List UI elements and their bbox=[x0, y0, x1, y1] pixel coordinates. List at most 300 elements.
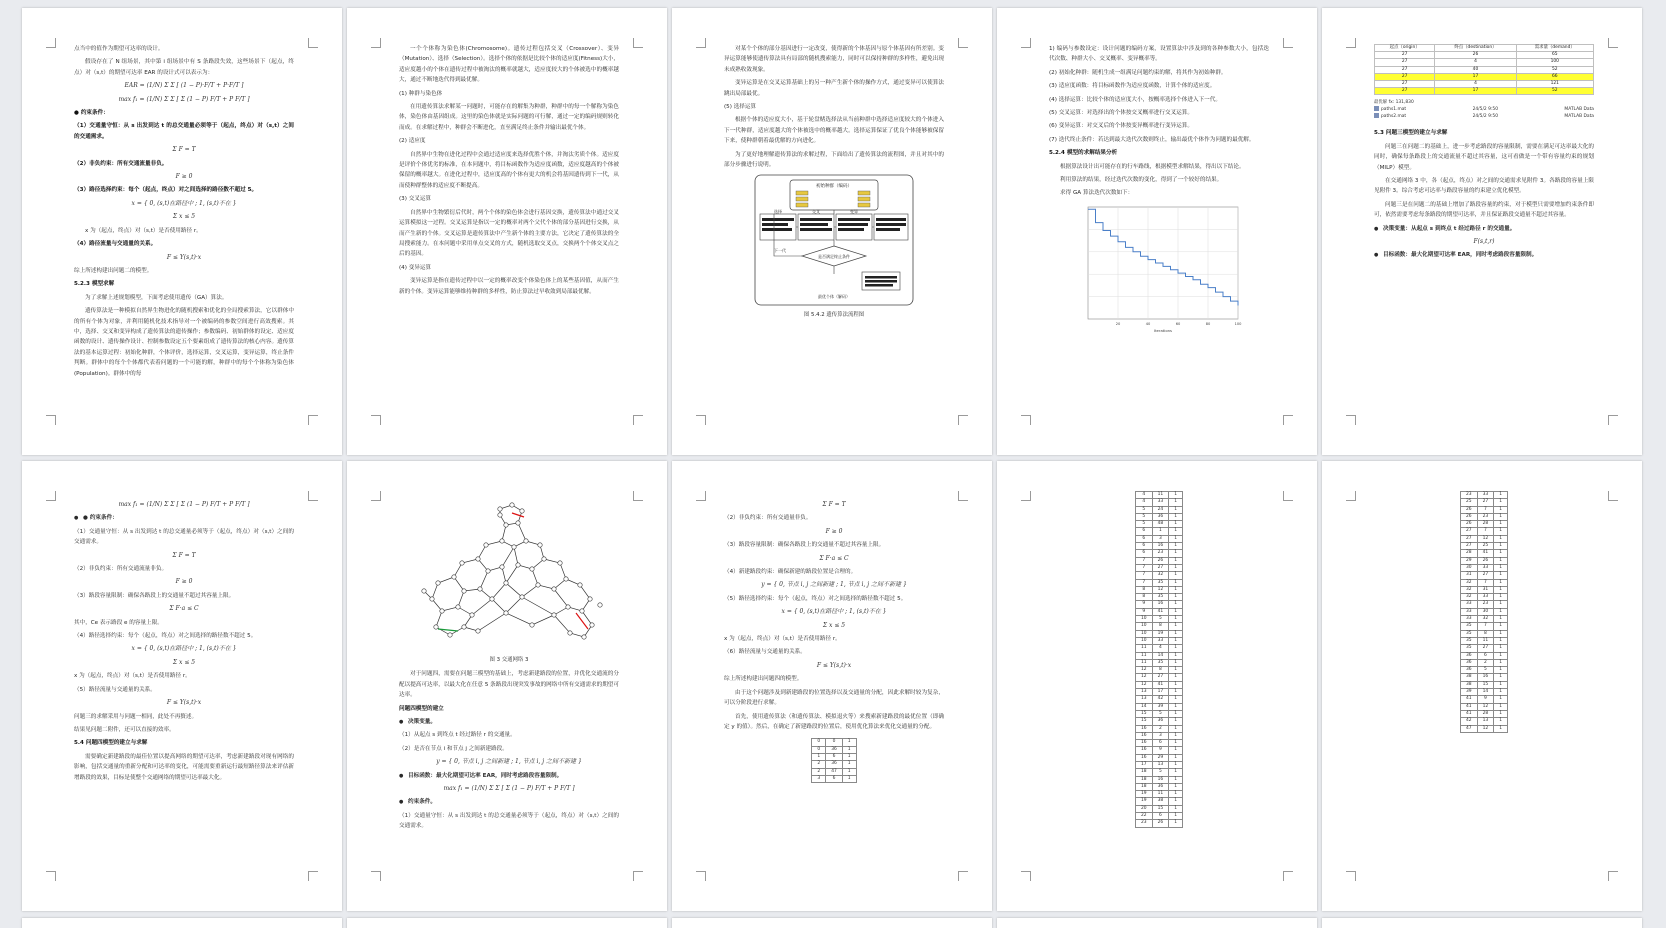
table-cell: 1 bbox=[1494, 659, 1508, 666]
crop-mark bbox=[633, 491, 643, 501]
spreadsheet-cell: 27 bbox=[1375, 66, 1435, 73]
section-heading: 5.2.4 模型的求解结果分析 bbox=[1049, 150, 1118, 157]
paragraph: 由于这个问题涉及到新建路段的位置选择以及交通量的分配，因此求解时较为复杂，可以分阶段进行求解。 bbox=[724, 689, 944, 707]
table-cell: 11 bbox=[1136, 645, 1153, 652]
table-cell: 35 bbox=[1461, 645, 1478, 652]
table-cell: 16 bbox=[1152, 543, 1169, 550]
bullet-item: ● 决策变量：从起点 s 到终点 t 经过路径 r 的交通量。 bbox=[1374, 224, 1594, 234]
equation: y = { 0, 节点 i, j 之间新建 ; 1, 节点 i, j 之间不新建 } bbox=[761, 581, 907, 589]
table-row bbox=[1461, 710, 1508, 717]
table-cell: 7 bbox=[1136, 572, 1153, 579]
flowchart-init-label: 初始种群（编码） bbox=[816, 184, 852, 190]
table-cell: 6 bbox=[1136, 528, 1153, 535]
paragraph: 需要确定新建路段的最佳位置以提高网络的期望可达率，考虑新建路段对现有网络的影响，包括交通量的重新分配和可达率的变化，可能需要重新运行最短路径算法来评估新增路段的效果，目标是使整个交通网络的期望可达率最大化。 bbox=[74, 753, 294, 781]
table-cell: 1 bbox=[1169, 521, 1183, 528]
document-page-5 bbox=[1322, 8, 1642, 455]
table-cell: 1 bbox=[1494, 528, 1508, 535]
spreadsheet-cell: 66 bbox=[1516, 73, 1593, 80]
figure-caption: 图 3 交通网络 3 bbox=[489, 657, 529, 663]
constraint-heading: ● 约束条件： bbox=[74, 110, 109, 117]
bullet-item: ● 约束条件。 bbox=[399, 797, 619, 807]
table-cell: 27 bbox=[1477, 499, 1494, 506]
table-cell: 36 bbox=[1152, 783, 1169, 790]
equation: x = { 0, (s,t)在路径中 ; 1, (s,t)不在 } bbox=[131, 199, 237, 207]
subsection-heading: (1) 种群与染色体 bbox=[399, 90, 443, 97]
table-cell: 1 bbox=[1169, 703, 1183, 710]
table-cell: 36 bbox=[826, 761, 843, 768]
paragraph: 问题三的求解采用与问题一相同，此处不再赘述。 bbox=[74, 713, 198, 720]
paragraph: 对于问题四，需要在问题三模型的基础上，考虑新建路段的位置，并优化交通流的分配以提高可达率，以最大化在任意 5 条路段出现突发事故的网络中所有交通需求的期望可达率。 bbox=[399, 671, 619, 699]
spreadsheet-row bbox=[1375, 66, 1594, 73]
table-cell: 26 bbox=[1152, 820, 1169, 827]
table-cell: 26 bbox=[1461, 513, 1478, 520]
table-row bbox=[1136, 528, 1183, 535]
table-cell: 13 bbox=[1477, 718, 1494, 725]
table-cell: 1 bbox=[1169, 725, 1183, 732]
table-cell: 19 bbox=[1136, 798, 1153, 805]
table-row bbox=[1461, 630, 1508, 637]
table-cell: 33 bbox=[1152, 499, 1169, 506]
chart-x-tick-label: 100 bbox=[1234, 321, 1242, 326]
spreadsheet-cell: 52 bbox=[1516, 88, 1593, 95]
table-row bbox=[812, 761, 856, 768]
table-cell: 27 bbox=[1477, 645, 1494, 652]
table-cell: 19 bbox=[1136, 791, 1153, 798]
table-cell: 1 bbox=[1169, 572, 1183, 579]
section-heading: 5.4 问题四模型的建立与求解 bbox=[74, 740, 148, 747]
table-cell: 1 bbox=[1152, 528, 1169, 535]
table-cell: 35 bbox=[1461, 637, 1478, 644]
section-heading: 5.2.3 模型求解 bbox=[74, 281, 115, 288]
table-row bbox=[1461, 572, 1508, 579]
file-type: MATLAB Data bbox=[1564, 107, 1594, 113]
table-row bbox=[1136, 776, 1183, 783]
table-cell: 1 bbox=[1169, 710, 1183, 717]
table-cell: 9 bbox=[1136, 608, 1153, 615]
table-cell: 1 bbox=[1169, 740, 1183, 747]
result-caption: 最优解 fx: 131,830 bbox=[1374, 100, 1414, 106]
table-row bbox=[1136, 506, 1183, 513]
paragraph: 综上所述构建出问题四的模型。 bbox=[724, 676, 803, 683]
table-cell: 27 bbox=[1152, 674, 1169, 681]
table-row bbox=[1136, 586, 1183, 593]
table-cell: 6 bbox=[1136, 535, 1153, 542]
file-name: paths2.mat bbox=[1381, 114, 1407, 120]
crop-mark bbox=[696, 38, 706, 48]
equation: Σ x ≤ 5 bbox=[172, 658, 196, 666]
table-cell: 12 bbox=[1152, 586, 1169, 593]
result-table bbox=[1135, 491, 1183, 828]
table-cell: 1 bbox=[1494, 608, 1508, 615]
table-cell: 30 bbox=[1477, 608, 1494, 615]
crop-mark bbox=[308, 491, 318, 501]
subsection-heading: (3) 交叉运算 bbox=[399, 196, 432, 203]
flowchart-decision-label: 是否满足终止条件 bbox=[818, 254, 850, 260]
table-row bbox=[1136, 740, 1183, 747]
crop-mark bbox=[1608, 871, 1618, 881]
table-cell: 1 bbox=[1494, 645, 1508, 652]
table-cell: 32 bbox=[1477, 616, 1494, 623]
paragraph: 为了更好地理解遗传算法的求解过程，下面给出了遗传算法的流程图，并且对其中的部分步骤进行说明。 bbox=[724, 151, 944, 169]
table-cell: 47 bbox=[826, 768, 843, 775]
traffic-network-figure bbox=[414, 501, 604, 651]
table-cell: 7 bbox=[1477, 528, 1494, 535]
table-cell: 7 bbox=[1136, 564, 1153, 571]
table-cell: 1 bbox=[1494, 652, 1508, 659]
constraint-item: （3）路径选择约束：每个（起点，终点）对之间选择的路径数不超过 5。 bbox=[74, 187, 258, 194]
paragraph: 利用算法的结果，经过迭代次数的变化，得到了一个较好的结果。 bbox=[1060, 177, 1223, 184]
table-cell: 5 bbox=[1136, 513, 1153, 520]
spreadsheet-screenshot bbox=[1374, 44, 1594, 95]
crop-mark bbox=[46, 491, 56, 501]
table-cell: 1 bbox=[1169, 805, 1183, 812]
crop-mark bbox=[633, 415, 643, 425]
paragraph: 在用遗传算法求解某一问题时，可能存在的解集为种群，种群中的每一个解称为染色体，染色体由基因组成。这里的染色体就是实际问题的可行解，通过一定的编码规则转化而成。在求解过程中，种群会不断进化，直至满足终止条件并输出最优个体。 bbox=[399, 104, 619, 131]
table-cell: 7 bbox=[1136, 579, 1153, 586]
table-cell: 1 bbox=[1169, 608, 1183, 615]
table-row bbox=[1136, 718, 1183, 725]
page-body bbox=[1374, 44, 1594, 419]
table-cell: 42 bbox=[1152, 696, 1169, 703]
table-cell: 8 bbox=[1136, 594, 1153, 601]
table-cell: 1 bbox=[1169, 747, 1183, 754]
table-row bbox=[1461, 543, 1508, 550]
table-row bbox=[1136, 791, 1183, 798]
table-cell: 1 bbox=[1169, 637, 1183, 644]
constraint-item: （3）路段容量限制：确保各路段上的交通量不超过其容量上限。 bbox=[74, 592, 235, 599]
table-cell: 35 bbox=[1152, 594, 1169, 601]
table-row bbox=[1461, 506, 1508, 513]
crop-mark bbox=[1021, 491, 1031, 501]
document-page-15 bbox=[1322, 918, 1642, 928]
paragraph: 对某个个体的部分基因进行一定改变，使得新的个体基因与原个体基因有所差别。变异运算能够使遗传算法具有局部的随机搜索能力，同时可以保持种群的多样性，避免出现未成熟收敛现象。 bbox=[724, 46, 944, 73]
list-item: (2) 初始化种群：随机生成一组满足问题约束的解，将其作为初始种群。 bbox=[1049, 69, 1227, 76]
table-cell: 20 bbox=[1136, 805, 1153, 812]
chart-x-axis-label: Iterations bbox=[1153, 327, 1173, 333]
table-cell: 0 bbox=[812, 746, 826, 753]
table-cell: 4 bbox=[1136, 492, 1153, 499]
crop-mark bbox=[958, 38, 968, 48]
paragraph: 根据个体的适应度大小，基于轮盘赌选择法从当前种群中选择适应度较大的个体进入下一代种群，适应度越大的个体被选中的概率越大。选择运算保证了优良个体能够被保留下来，使种群朝着最优解的方向进化。 bbox=[724, 117, 944, 145]
table-cell: 1 bbox=[1169, 645, 1183, 652]
table-cell: 4 bbox=[1136, 499, 1153, 506]
table-row bbox=[1136, 492, 1183, 499]
paragraph: 自然界中生物在进化过程中会通过适应度来选择优胜个体，并淘汰劣质个体。适应度是评价个体优劣的标准，在本问题中，将目标函数作为适应度函数，适应度越高的个体被保留的概率越大。在进化过程中，适应度高的个体有更大的机会将基因遗传到下一代，从而使种群整体的适应度不断提高。 bbox=[399, 151, 619, 189]
table-cell: 12 bbox=[1136, 667, 1153, 674]
flowchart-crossover-label: 交叉 bbox=[812, 209, 820, 215]
constraint-item: （2）非负约束：所有交通流量非负。 bbox=[74, 566, 168, 573]
table-row bbox=[1461, 521, 1508, 528]
table-row bbox=[1461, 601, 1508, 608]
table-cell: 1 bbox=[1494, 543, 1508, 550]
spreadsheet-row bbox=[1375, 81, 1594, 88]
table-cell: 16 bbox=[1152, 601, 1169, 608]
table-row bbox=[1136, 805, 1183, 812]
table-cell: 31 bbox=[1461, 572, 1478, 579]
table-cell: 10 bbox=[1136, 637, 1153, 644]
table-cell: 33 bbox=[1461, 616, 1478, 623]
file-type: MATLAB Data bbox=[1564, 114, 1594, 120]
crop-mark bbox=[1346, 491, 1356, 501]
table-cell: 36 bbox=[1461, 652, 1478, 659]
table-cell: 24 bbox=[1152, 506, 1169, 513]
subsection-heading: (4) 变异运算 bbox=[399, 264, 432, 271]
table-cell: 36 bbox=[826, 746, 843, 753]
table-cell: 1 bbox=[1169, 499, 1183, 506]
list-item: (4) 选择运算：比较个体的适应度大小，按概率选择个体进入下一代。 bbox=[1049, 96, 1221, 103]
table-cell: 1 bbox=[1169, 586, 1183, 593]
table-row bbox=[1461, 667, 1508, 674]
crop-mark bbox=[46, 415, 56, 425]
page-body bbox=[1374, 491, 1594, 875]
table-cell: 1 bbox=[1169, 761, 1183, 768]
table-cell: 6 bbox=[1152, 740, 1169, 747]
table-cell: 16 bbox=[1136, 754, 1153, 761]
table-row bbox=[1136, 594, 1183, 601]
table-cell: 1 bbox=[1494, 689, 1508, 696]
table-row bbox=[1461, 659, 1508, 666]
table-row bbox=[1136, 616, 1183, 623]
table-cell: 1 bbox=[1169, 528, 1183, 535]
table-row bbox=[1136, 608, 1183, 615]
equation: Σ F = T bbox=[822, 501, 846, 508]
flowchart-next-gen-label: 下一代 bbox=[774, 248, 786, 254]
table-cell: 8 bbox=[1136, 586, 1153, 593]
page-body bbox=[1049, 491, 1269, 875]
table-cell: 6 bbox=[826, 753, 843, 760]
constraint-item: （4）路径选择约束：每个（起点，终点）对之间选择的路径数不超过 5。 bbox=[74, 633, 257, 640]
table-row bbox=[1461, 725, 1508, 732]
table-row bbox=[1461, 594, 1508, 601]
table-cell: 17 bbox=[1136, 761, 1153, 768]
table-cell: 30 bbox=[1461, 564, 1478, 571]
table-cell: 1 bbox=[1494, 492, 1508, 499]
page-body bbox=[724, 497, 944, 875]
paragraph: 自然界中生物繁衍后代时，两个个体的染色体会进行基因交换，遗传算法中通过交叉运算模拟这一过程。交叉运算是指以一定的概率对两个父代个体的部分基因进行交换，从而产生新的个体。交叉运算是遗传算法中产生新个体的主要方法，它决定了遗传算法的全局搜索能力。在本问题中采用单点交叉的方式，随机选取交叉点，交换两个个体交叉点之后的基因。 bbox=[399, 209, 619, 258]
file-date: 24/5/2 9:50 bbox=[1472, 114, 1498, 120]
table-row bbox=[1136, 761, 1183, 768]
table-cell: 41 bbox=[1477, 550, 1494, 557]
file-name: paths1.mat bbox=[1381, 107, 1407, 113]
table-cell: 9 bbox=[1136, 601, 1153, 608]
table-cell: 1 bbox=[1494, 601, 1508, 608]
document-page-8 bbox=[672, 461, 992, 911]
table-cell: 1 bbox=[1169, 689, 1183, 696]
table-cell: 2 bbox=[1152, 725, 1169, 732]
table-row bbox=[1136, 652, 1183, 659]
file-row[interactable] bbox=[1374, 106, 1594, 113]
table-cell: 13 bbox=[1152, 761, 1169, 768]
table-cell: 1 bbox=[1494, 623, 1508, 630]
spreadsheet-cell: 27 bbox=[1375, 73, 1435, 80]
equation: EAR = (1/N) Σ Σ [ (1 − P)·F/T + P·F/T ] bbox=[124, 82, 244, 90]
table-cell: 1 bbox=[1169, 769, 1183, 776]
table-cell: 25 bbox=[1477, 543, 1494, 550]
file-list bbox=[1374, 99, 1594, 120]
file-row[interactable] bbox=[1374, 113, 1594, 120]
table-cell: 10 bbox=[1136, 623, 1153, 630]
table-cell: 1 bbox=[1169, 579, 1183, 586]
table-cell: 9 bbox=[1152, 747, 1169, 754]
table-cell: 14 bbox=[1152, 652, 1169, 659]
table-cell: 6 bbox=[1152, 813, 1169, 820]
table-cell: 1 bbox=[1169, 798, 1183, 805]
crop-mark bbox=[1021, 38, 1031, 48]
table-cell: 4 bbox=[1152, 645, 1169, 652]
subsection-heading: (2) 适应度 bbox=[399, 138, 426, 145]
paragraph: 根据算法设计出可能存在的行车路线，根据模型求解结果，得出以下结论。 bbox=[1060, 163, 1245, 170]
table-cell: 38 bbox=[1152, 798, 1169, 805]
paragraph: 结果见问题二附件，还可以直接的效率。 bbox=[74, 726, 175, 733]
table-cell: 23 bbox=[1152, 550, 1169, 557]
equation: max f₁ = (1/N) Σ Σ [ Σ (1 − P) F/T + P F/T ] bbox=[118, 501, 250, 508]
crop-mark bbox=[371, 491, 381, 501]
table-row bbox=[812, 739, 856, 746]
equation: max f₁ = (1/N) Σ Σ [ Σ (1 − P) F/T + P F/T ] bbox=[118, 95, 250, 103]
spreadsheet-cell: 27 bbox=[1375, 59, 1435, 66]
list-item: (7) 迭代终止条件：若达到最大迭代次数则终止，输出最优个体作为问题的最优解。 bbox=[1049, 136, 1255, 143]
file-date: 24/5/2 9:50 bbox=[1472, 107, 1498, 113]
crop-mark bbox=[46, 38, 56, 48]
table-cell: 36 bbox=[1461, 667, 1478, 674]
table-cell: 16 bbox=[1152, 776, 1169, 783]
table-cell: 23 bbox=[1136, 820, 1153, 827]
document-page-3 bbox=[672, 8, 992, 455]
document-page-13 bbox=[672, 918, 992, 928]
document-page-4 bbox=[997, 8, 1317, 455]
table-cell: 15 bbox=[1152, 805, 1169, 812]
paragraph: 首先，使用遗传算法（和遗传算法、模拟退火等）来搜索新建路段的最优位置（即确定 y 的值）。然后，在确定了新建路段的位置后，使用优化算法来优化交通量的分配。 bbox=[724, 713, 944, 730]
crop-mark bbox=[1608, 491, 1618, 501]
table-row bbox=[1136, 499, 1183, 506]
table-cell: 32 bbox=[1461, 586, 1478, 593]
table-cell: 10 bbox=[1136, 630, 1153, 637]
paragraph: （2）是否在节点 i 和节点 j 之间新建路段。 bbox=[399, 745, 508, 752]
mat-file-icon bbox=[1374, 113, 1379, 118]
table-row bbox=[1136, 521, 1183, 528]
table-cell: 1 bbox=[1169, 791, 1183, 798]
table-row bbox=[1136, 710, 1183, 717]
constraint-item: （4）新建路段约束：确保新建的路段位置是合理的。 bbox=[724, 569, 857, 576]
table-cell: 41 bbox=[1152, 608, 1169, 615]
section-heading: 5.3 问题三模型的建立与求解 bbox=[1374, 130, 1448, 137]
table-cell: 1 bbox=[1494, 710, 1508, 717]
crop-mark bbox=[1346, 871, 1356, 881]
constraint-item: （2）非负约束：所有交通流量非负。 bbox=[74, 160, 168, 167]
table-cell: 2 bbox=[812, 768, 826, 775]
table-cell: 8 bbox=[1152, 623, 1169, 630]
table-cell: 1 bbox=[1494, 586, 1508, 593]
table-row bbox=[1461, 616, 1508, 623]
paragraph: 点当中的值作为期望可达率的设计。 bbox=[74, 46, 164, 52]
table-cell: 1 bbox=[1494, 535, 1508, 542]
paragraph: 一个个体称为染色体(Chromosome)。遗传过程包括交叉（Crossover）、变异（Mutation）、选择（Selection）。选择个体的依据是比较个体的适应度(Fitness)大小，适应度越小的个体在遗传过程中被淘汰的概率就越大，适应度较大的个体被选中的概率越大，通过不断地迭代得到最优解。 bbox=[399, 46, 619, 84]
table-cell: 28 bbox=[1461, 550, 1478, 557]
table-cell: 23 bbox=[1477, 601, 1494, 608]
table-cell: 38 bbox=[1461, 681, 1478, 688]
table-cell: 7 bbox=[1477, 506, 1494, 513]
table-cell: 5 bbox=[1152, 769, 1169, 776]
table-cell: 1 bbox=[1169, 754, 1183, 761]
crop-mark bbox=[1021, 415, 1031, 425]
table-cell: 15 bbox=[1136, 718, 1153, 725]
table-row bbox=[1136, 820, 1183, 827]
table-cell: 11 bbox=[1152, 791, 1169, 798]
spreadsheet-cell: 65 bbox=[1516, 52, 1593, 59]
table-cell: 26 bbox=[1477, 557, 1494, 564]
list-item: (3) 适应度函数：将目标函数作为适应度函数，计算个体的适应度。 bbox=[1049, 83, 1216, 90]
document-page-12 bbox=[347, 918, 667, 928]
table-cell: 33 bbox=[1477, 594, 1494, 601]
table-cell: 1 bbox=[1169, 652, 1183, 659]
table-cell: 12 bbox=[1477, 535, 1494, 542]
table-row bbox=[1136, 667, 1183, 674]
equation: F(s,t,r) bbox=[1473, 238, 1495, 246]
crop-mark bbox=[1283, 871, 1293, 881]
column-header: 起点（origin） bbox=[1375, 45, 1435, 52]
table-row bbox=[1136, 769, 1183, 776]
table-cell: 26 bbox=[1152, 557, 1169, 564]
table-cell: 6 bbox=[826, 775, 843, 782]
subsection-heading: (5) 选择运算 bbox=[724, 104, 757, 111]
table-row bbox=[1461, 579, 1508, 586]
equation: max f₁ = (1/N) Σ Σ [ Σ (1 − P) F/T + P F/T ] bbox=[443, 785, 575, 793]
table-cell: 22 bbox=[1136, 813, 1153, 820]
table-cell: 1 bbox=[842, 775, 856, 782]
table-cell: 41 bbox=[1152, 681, 1169, 688]
flowchart-select-label: 选择 bbox=[774, 209, 782, 215]
table-cell: 16 bbox=[1136, 732, 1153, 739]
flowchart-output-label: 最优个体（解码） bbox=[818, 294, 850, 300]
table-row bbox=[1461, 528, 1508, 535]
table-cell: 41 bbox=[1461, 696, 1478, 703]
table-cell: 7 bbox=[1136, 557, 1153, 564]
table-row bbox=[1136, 689, 1183, 696]
table-row bbox=[1461, 557, 1508, 564]
table-cell: 5 bbox=[1152, 616, 1169, 623]
section-heading: 问题四模型的建立 bbox=[399, 705, 444, 712]
table-row bbox=[1136, 535, 1183, 542]
table-cell: 2 bbox=[1477, 659, 1494, 666]
table-cell: 36 bbox=[1152, 718, 1169, 725]
paragraph: x 为（起点，终点）对（s,t）是否使用路径 r。 bbox=[724, 636, 841, 643]
table-row bbox=[1136, 572, 1183, 579]
table-cell: 11 bbox=[1136, 652, 1153, 659]
bullet-item: ● 目标函数：最大化期望可达率 EAR，同时考虑路段容量限制。 bbox=[1374, 250, 1594, 260]
table-row bbox=[1136, 637, 1183, 644]
table-cell: 1 bbox=[1494, 616, 1508, 623]
table-row bbox=[1136, 557, 1183, 564]
equation: Σ x ≤ 5 bbox=[172, 213, 196, 221]
document-page-10 bbox=[1322, 461, 1642, 911]
table-cell: 1 bbox=[1169, 557, 1183, 564]
table-row bbox=[1461, 681, 1508, 688]
chart-x-tick-label: 40 bbox=[1145, 321, 1151, 326]
paragraph: 综上所述构建出问题二的模型。 bbox=[74, 267, 153, 274]
constraint-item: （1）交通量守恒：从 s 出发到达 t 的总交通量必须等于（起点，终点）对（s,t）之间的交通需求。 bbox=[74, 528, 294, 546]
table-cell: 16 bbox=[1136, 725, 1153, 732]
table-cell: 15 bbox=[1136, 710, 1153, 717]
table-cell: 1 bbox=[1494, 630, 1508, 637]
page-body bbox=[399, 44, 619, 419]
table-cell: 1 bbox=[842, 746, 856, 753]
table-cell: 12 bbox=[1477, 725, 1494, 732]
table-cell: 1 bbox=[1494, 499, 1508, 506]
page-body bbox=[74, 44, 294, 419]
ga-flowchart-figure bbox=[754, 174, 914, 306]
equation: Σ F·a ≤ C bbox=[819, 554, 849, 562]
list-item: (5) 交叉运算：对选择出的个体按交叉概率进行交叉运算。 bbox=[1049, 110, 1193, 117]
